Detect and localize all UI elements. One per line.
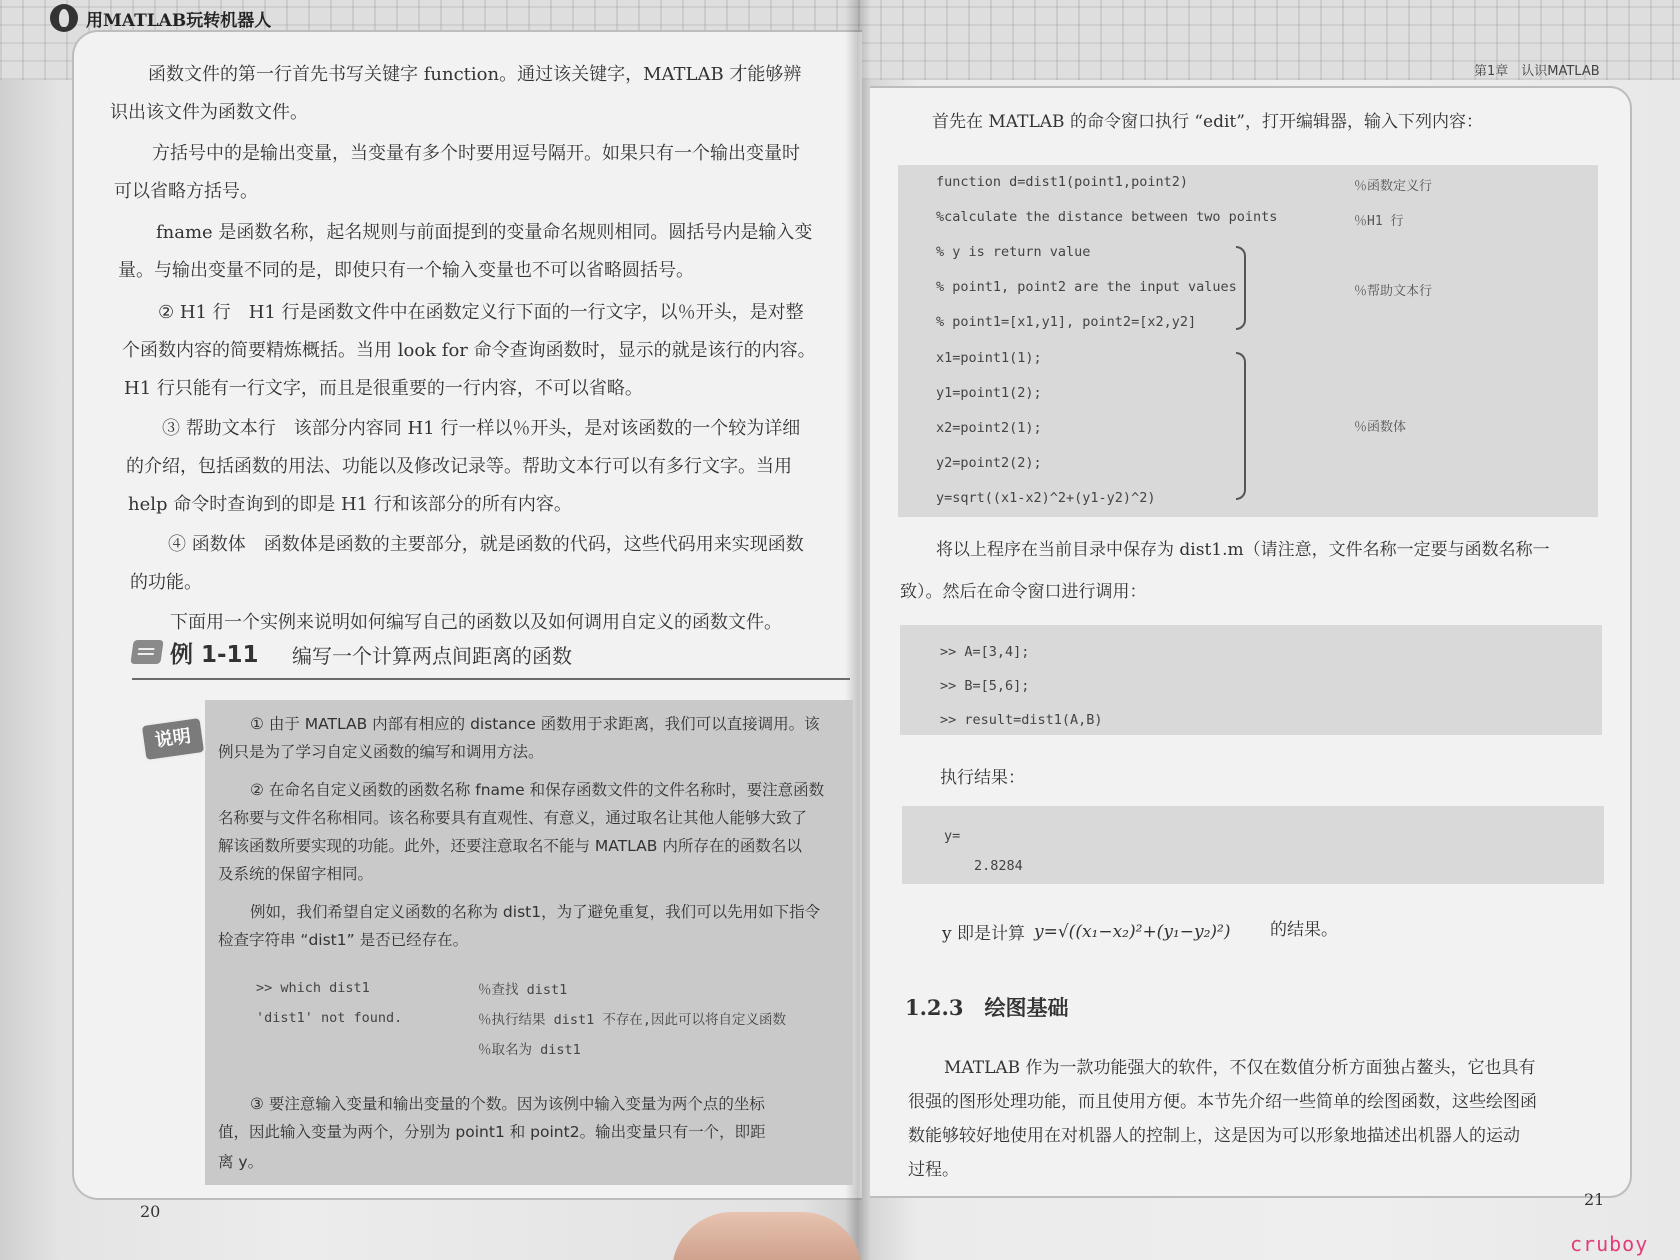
example-heading — [132, 636, 850, 684]
code-line: % point1, point2 are the input values — [936, 279, 1237, 295]
book-logo-icon — [50, 4, 78, 32]
left-paragraph-line: 个函数内容的简要精炼概括。当用 look for 命令查询函数时，显示的就是该行的内容。 — [122, 340, 816, 361]
book-title: 用MATLAB玩转机器人 — [86, 11, 272, 31]
right-page-number: 21 — [1584, 1190, 1605, 1209]
formula-prefix: y 即是计算 — [942, 924, 1026, 944]
left-paragraph-line: 方括号中的是输出变量，当变量有多个时要用逗号隔开。如果只有一个输出变量时 — [152, 143, 800, 164]
code-comment-def: ％函数定义行 — [1354, 179, 1433, 194]
left-paragraph-line: 识出该文件为函数文件。 — [110, 102, 308, 123]
formula-suffix: 的结果。 — [1270, 920, 1338, 940]
save-text-line: 致）。然后在命令窗口进行调用： — [900, 582, 1147, 602]
body-brace — [1236, 352, 1246, 500]
example-icon — [130, 640, 163, 664]
code-line: x2=point2(1); — [936, 420, 1042, 436]
code-comment-body: ％函数体 — [1354, 420, 1407, 435]
call-code-line: >> result=dist1(A,B) — [940, 712, 1103, 728]
left-paragraph-line: 可以省略方括号。 — [114, 181, 258, 202]
code-line: % y is return value — [936, 244, 1091, 260]
result-code-line: 2.8284 — [974, 858, 1023, 874]
right-intro-text: 首先在 MATLAB 的命令窗口执行 “edit”，打开编辑器，输入下列内容： — [932, 112, 1483, 132]
note-line: 解该函数所要实现的功能。此外，还要注意取名不能与 MATLAB 内所存在的函数名以 — [218, 837, 802, 855]
note-code-command: 'dist1' not found. — [256, 1010, 403, 1026]
section-text-line: 很强的图形处理功能，而且使用方便。本节先介绍一些简单的绘图函数，这些绘图函 — [908, 1092, 1537, 1112]
section-title: 1.2.3 绘图基础 — [905, 995, 1069, 1020]
note-line: 名称要与文件名称相同。该名称要具有直观性、有意义，通过取名让其他人能够大致了 — [218, 809, 808, 827]
example-title: 编写一个计算两点间距离的函数 — [292, 644, 572, 668]
left-paragraph-line: 量。与输出变量不同的是，即使只有一个输入变量也不可以省略圆括号。 — [118, 260, 694, 281]
left-paragraph-line: help 命令时查询到的即是 H1 行和该部分的所有内容。 — [128, 494, 572, 515]
note-code-command: >> which dist1 — [256, 980, 370, 996]
left-paragraph-line: 下面用一个实例来说明如何编写自己的函数以及如何调用自定义的函数文件。 — [170, 612, 782, 633]
distance-formula: y=√((x₁−x₂)²+(y₁−y₂)²) — [1034, 922, 1231, 942]
result-label: 执行结果： — [940, 768, 1025, 788]
note-line: 值，因此输入变量为两个，分别为 point1 和 point2。输出变量只有一个，即距 — [218, 1123, 766, 1141]
example-rule — [132, 678, 850, 680]
note-line: 检查字符串 “dist1” 是否已经存在。 — [218, 931, 469, 949]
section-text-line: 过程。 — [908, 1160, 959, 1180]
code-line: y1=point1(2); — [936, 385, 1042, 401]
note-line: ② 在命名自定义函数的函数名称 fname 和保存函数文件的文件名称时，要注意函数 — [250, 781, 825, 799]
note-line: 例如，我们希望自定义函数的名称为 dist1，为了避免重复，我们可以先用如下指令 — [250, 903, 821, 921]
section-text-line: MATLAB 作为一款功能强大的软件，不仅在数值分析方面独占鳌头，它也具有 — [944, 1058, 1536, 1078]
code-line: y2=point2(2); — [936, 455, 1042, 471]
help-brace — [1236, 246, 1246, 330]
note-line: ③ 要注意输入变量和输出变量的个数。因为该例中输入变量为两个点的坐标 — [250, 1095, 765, 1113]
left-paragraph-line: 的介绍，包括函数的用法、功能以及修改记录等。帮助文本行可以有多行文字。当用 — [126, 456, 792, 477]
note-line: 及系统的保留字相同。 — [218, 865, 374, 883]
code-comment-help: ％帮助文本行 — [1354, 284, 1433, 299]
note-line: 例只是为了学习自定义函数的编写和调用方法。 — [218, 743, 544, 761]
note-code-comment: ％执行结果 dist1 不存在,因此可以将自定义函数 — [478, 1012, 787, 1028]
left-paragraph-line: 函数文件的第一行首先书写关键字 function。通过该关键字，MATLAB 才能够辨 — [148, 64, 802, 85]
left-paragraph-line: ④ 函数体 函数体是函数的主要部分，就是函数的代码，这些代码用来实现函数 — [168, 534, 804, 555]
code-line: function d=dist1(point1,point2) — [936, 174, 1188, 190]
note-line: ① 由于 MATLAB 内部有相应的 distance 函数用于求距离，我们可以直接调用。该 — [250, 715, 820, 733]
note-badge: 说明 — [140, 716, 207, 762]
section-text-line: 数能够较好地使用在对机器人的控制上，这是因为可以形象地描述出机器人的运动 — [908, 1126, 1520, 1146]
left-paragraph-line: H1 行只能有一行文字，而且是很重要的一行内容，不可以省略。 — [124, 378, 643, 399]
note-code-comment: ％取名为 dist1 — [478, 1042, 581, 1058]
code-line: % point1=[x1,y1], point2=[x2,y2] — [936, 314, 1197, 330]
left-paragraph-line: ③ 帮助文本行 该部分内容同 H1 行一样以％开头，是对该函数的一个较为详细 — [162, 418, 801, 439]
left-page-number: 20 — [140, 1202, 161, 1221]
chapter-label: 第1章 认识MATLAB — [1474, 64, 1600, 79]
call-code-line: >> A=[3,4]; — [940, 644, 1030, 660]
result-code-line: y= — [944, 828, 961, 844]
left-paragraph-line: fname 是函数名称，起名规则与前面提到的变量命名规则相同。圆括号内是输入变 — [156, 222, 813, 243]
watermark: cruboy — [1570, 1232, 1649, 1256]
code-comment-h1: ％H1 行 — [1354, 214, 1404, 229]
code-line: x1=point1(1); — [936, 350, 1042, 366]
left-paragraph-line: ② H1 行 H1 行是函数文件中在函数定义行下面的一行文字，以％开头，是对整 — [158, 302, 804, 323]
example-label: 例 1-11 — [170, 642, 259, 668]
note-line: 离 y。 — [218, 1153, 264, 1171]
code-line: y=sqrt((x1-x2)^2+(y1-y2)^2) — [936, 490, 1156, 506]
left-paragraph-line: 的功能。 — [130, 572, 202, 593]
call-code-line: >> B=[5,6]; — [940, 678, 1030, 694]
code-line: %calculate the distance between two points — [936, 209, 1278, 225]
note-code-comment: ％查找 dist1 — [478, 982, 568, 998]
save-text-line: 将以上程序在当前目录中保存为 dist1.m（请注意，文件名称一定要与函数名称一 — [936, 540, 1550, 560]
